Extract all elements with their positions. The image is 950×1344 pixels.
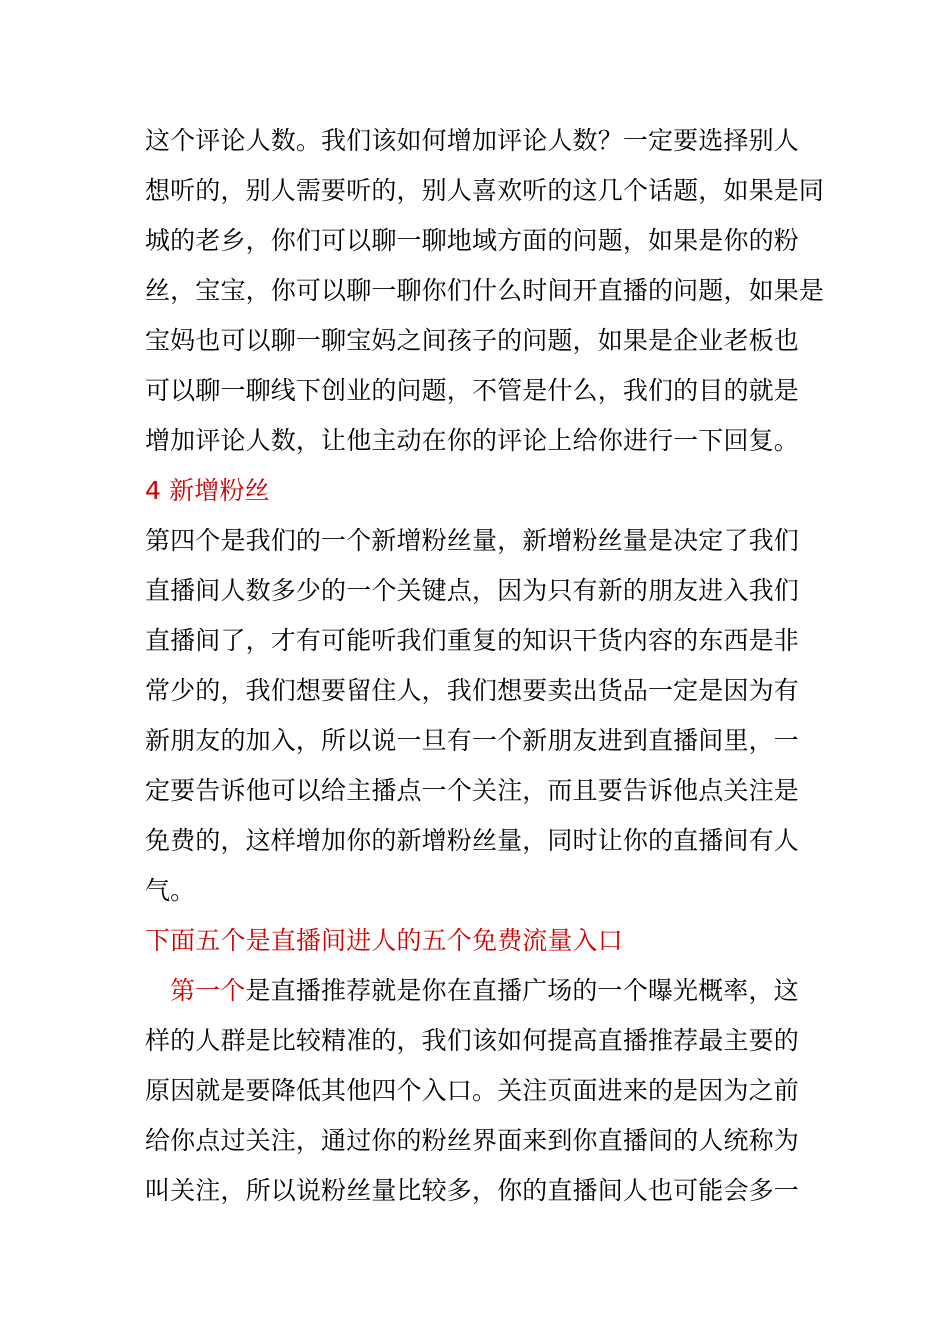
paragraph-2-line-7: 免费的，这样增加你的新增粉丝量，同时让你的直播间有人 [145,826,799,855]
paragraph-3-line-5: 叫关注，所以说粉丝量比较多，你的直播间人也可能会多一 [145,1176,799,1205]
paragraph-1-line-1: 这个评论人数。我们该如何增加评论人数？一定要选择别人 [145,126,799,155]
paragraph-3-line-1 [170,975,840,1007]
paragraph-1-line-3: 城的老乡，你们可以聊一聊地域方面的问题，如果是你的粉 [145,226,799,255]
paragraph-1-line-2: 想听的，别人需要听的，别人喜欢听的这几个话题，如果是同 [145,176,825,205]
section-heading-free-traffic: 下面五个是直播间进人的五个免费流量入口 [145,926,623,955]
paragraph-2-line-2: 直播间人数多少的一个关键点，因为只有新的朋友进入我们 [145,576,799,605]
paragraph-3-line-2: 样的人群是比较精准的，我们该如何提高直播推荐最主要的 [145,1026,799,1055]
paragraph-3-line-3: 原因就是要降低其他四个入口。关注页面进来的是因为之前 [145,1076,799,1105]
highlight-first-one: 第一个 [170,976,246,1005]
paragraph-2-line-5: 新朋友的加入，所以说一旦有一个新朋友进到直播间里，一 [145,726,799,755]
paragraph-3-line-4: 给你点过关注，通过你的粉丝界面来到你直播间的人统称为 [145,1126,799,1155]
paragraph-2-line-1: 第四个是我们的一个新增粉丝量，新增粉丝量是决定了我们 [145,526,799,555]
paragraph-2-line-4: 常少的，我们想要留住人，我们想要卖出货品一定是因为有 [145,676,799,705]
paragraph-2-line-8: 气。 [145,876,196,905]
paragraph-1-line-6: 可以聊一聊线下创业的问题，不管是什么，我们的目的就是 [145,376,799,405]
paragraph-3-line-1-rest: 是直播推荐就是你在直播广场的一个曝光概率，这 [245,976,799,1005]
paragraph-1-line-7: 增加评论人数，让他主动在你的评论上给你进行一下回复。 [145,426,799,455]
paragraph-1-line-5: 宝妈也可以聊一聊宝妈之间孩子的问题，如果是企业老板也 [145,326,799,355]
paragraph-2-line-3: 直播间了，才有可能听我们重复的知识干货内容的东西是非 [145,626,799,655]
section-heading-new-followers: 4 新增粉丝 [145,476,270,505]
paragraph-2-line-6: 定要告诉他可以给主播点一个关注，而且要告诉他点关注是 [145,776,799,805]
paragraph-1-line-4: 丝，宝宝，你可以聊一聊你们什么时间开直播的问题，如果是 [145,276,825,305]
